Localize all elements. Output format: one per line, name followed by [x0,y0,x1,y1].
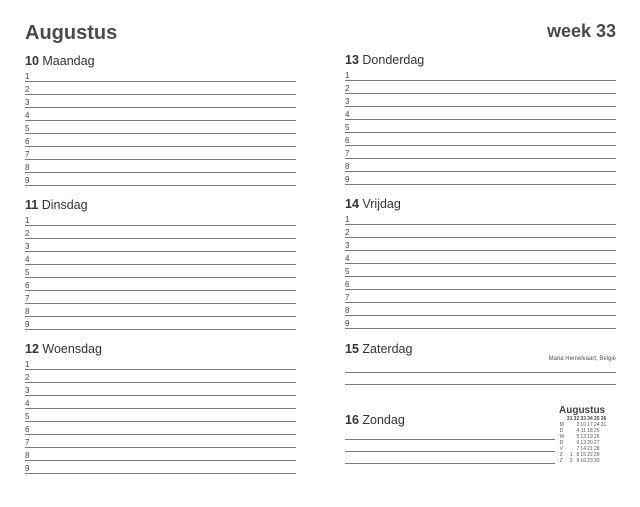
hour-line [25,383,296,396]
hour-number: 1 [25,216,30,225]
hour-number: 2 [25,85,30,94]
hour-number: 1 [345,71,350,80]
hour-line [25,213,296,226]
day-block-monday [25,53,296,186]
hour-line [25,435,296,448]
hour-line [25,252,296,265]
mini-calendar-weekday: D [559,428,564,434]
day-number: 15 [345,342,359,356]
hour-line [345,290,616,303]
hour-line [25,357,296,370]
day-name: Donderdag [362,53,425,67]
mini-calendar-date: 9 [576,458,580,464]
hour-line [25,134,296,147]
hour-line [25,278,296,291]
hour-lines [345,212,616,329]
hour-number: 9 [25,464,30,473]
hour-number: 3 [345,97,350,106]
hour-line [25,317,296,330]
hour-number: 4 [345,254,350,263]
mini-calendar-date: 7 [576,446,580,452]
mini-calendar-date: 2 [569,458,573,464]
day-heading [345,341,616,357]
mini-calendar-date: 16 [580,458,586,464]
mini-calendar-date: 1 [569,452,573,458]
mini-calendar-date: 29 [593,452,600,458]
note-line [345,440,555,452]
hour-number: 7 [345,149,350,158]
mini-calendar-week-number: 36 [600,416,607,422]
hour-number: 4 [25,399,30,408]
hour-number: 5 [25,268,30,277]
hour-line [345,120,616,133]
hour-line [345,172,616,185]
hour-line [345,133,616,146]
hour-lines [25,69,296,186]
day-block-sunday [345,412,555,464]
mini-calendar-date: 25 [593,428,600,434]
hour-number: 4 [345,110,350,119]
mini-calendar-date: 22 [587,452,593,458]
hour-line [345,94,616,107]
mini-calendar-week-number: 33 [580,416,586,422]
hour-line [25,461,296,474]
mini-calendar-date: 20 [587,440,593,446]
hour-number: 6 [25,137,30,146]
day-name: Maandag [42,54,95,68]
day-block-saturday [345,341,616,385]
day-number: 14 [345,197,359,211]
hour-number: 7 [25,438,30,447]
hour-line [25,265,296,278]
hour-line [345,264,616,277]
mini-calendar-date: 5 [576,434,580,440]
hour-lines [25,213,296,330]
hour-number: 9 [25,320,30,329]
hour-number: 5 [345,123,350,132]
mini-calendar-week-number: 32 [573,416,580,422]
hour-number: 3 [25,98,30,107]
hour-number: 2 [345,228,350,237]
day-heading [345,196,616,212]
hour-number: 9 [345,319,350,328]
day-number: 11 [25,198,39,212]
hour-number: 8 [25,307,30,316]
hour-number: 2 [345,84,350,93]
hour-line [345,212,616,225]
mini-calendar-date: 17 [587,422,593,428]
day-number: 13 [345,53,359,67]
note-line [345,373,616,385]
mini-calendar-date: 4 [576,428,580,434]
hour-number: 3 [25,242,30,251]
mini-calendar-week-number: 34 [587,416,593,422]
mini-calendar-date: 23 [587,458,593,464]
day-number: 10 [25,54,39,68]
day-block-thursday [345,52,616,185]
hour-line [25,239,296,252]
hour-line [25,304,296,317]
hour-line [345,81,616,94]
hour-number: 7 [25,294,30,303]
hour-line [345,146,616,159]
mini-calendar-date: 19 [587,434,593,440]
holiday-note: Maria Hemelvaart, België [548,356,616,362]
hour-number: 2 [25,229,30,238]
hour-number: 9 [25,176,30,185]
day-heading [25,53,296,69]
day-heading [25,341,296,357]
day-name: Woensdag [42,342,102,356]
hour-lines [345,68,616,185]
hour-number: 8 [25,451,30,460]
day-name: Zaterdag [362,342,413,356]
hour-line [25,147,296,160]
day-name: Zondag [362,413,405,427]
mini-calendar-date: 26 [593,434,600,440]
hour-number: 1 [345,215,350,224]
mini-calendar-weekday: D [559,440,564,446]
hour-lines [25,357,296,474]
mini-calendar-date: 10 [580,422,586,428]
mini-calendar-date: 6 [576,440,580,446]
mini-calendar-date: 21 [587,446,593,452]
mini-calendar-date: 8 [576,452,580,458]
hour-line [25,409,296,422]
hour-number: 2 [25,373,30,382]
mini-calendar-week-number: 31 [566,416,573,422]
hour-line [345,107,616,120]
mini-calendar-row [559,458,607,464]
mini-calendar-date: 30 [593,458,600,464]
day-heading [345,412,555,428]
hour-line [25,160,296,173]
mini-calendar-weekday: W [559,434,565,440]
hour-number: 4 [25,111,30,120]
hour-line [345,225,616,238]
hour-line [345,316,616,329]
hour-number: 5 [345,267,350,276]
mini-calendar-date: 12 [580,434,586,440]
hour-line [345,303,616,316]
hour-line [25,173,296,186]
note-line [345,428,555,440]
hour-number: 6 [25,425,30,434]
hour-number: 5 [25,412,30,421]
mini-calendar-week-number: 35 [593,416,600,422]
hour-line [25,291,296,304]
hour-line [345,277,616,290]
hour-line [25,95,296,108]
hour-line [25,226,296,239]
hour-number: 6 [25,281,30,290]
mini-calendar-date: 13 [580,440,586,446]
hour-number: 4 [25,255,30,264]
mini-calendar-date: 27 [593,440,600,446]
mini-calendar-date: 28 [593,446,600,452]
mini-calendar-weekday: Z [559,452,563,458]
hour-number: 3 [25,386,30,395]
hour-number: 7 [25,150,30,159]
hour-number: 1 [25,72,30,81]
hour-number: 6 [345,136,350,145]
mini-calendar-date [600,458,607,464]
hour-line [25,69,296,82]
hour-number: 7 [345,293,350,302]
note-line [345,361,616,373]
hour-line [25,370,296,383]
mini-calendar-date: 24 [593,422,600,428]
hour-line [345,251,616,264]
day-block-friday [345,196,616,329]
hour-line [25,396,296,409]
hour-number: 9 [345,175,350,184]
hour-line [25,121,296,134]
hour-line [25,422,296,435]
day-number: 16 [345,413,359,427]
mini-calendar [559,405,619,464]
mini-calendar-weekday: M [559,422,564,428]
week-number: week 33 [546,21,616,41]
hour-line [25,108,296,121]
hour-number: 3 [345,241,350,250]
day-heading [25,197,296,213]
mini-calendar-weekday: V [559,446,563,452]
mini-calendar-date: 11 [580,428,586,434]
hour-line [345,238,616,251]
mini-calendar-weekday: Z [559,458,563,464]
mini-calendar-table [559,416,607,464]
mini-calendar-date: 14 [580,446,586,452]
hour-line [345,159,616,172]
day-block-wednesday [25,341,296,474]
mini-calendar-title: Augustus [559,405,606,416]
hour-number: 5 [25,124,30,133]
mini-calendar-date: 31 [600,422,607,428]
hour-line [25,448,296,461]
mini-calendar-date: 15 [580,452,586,458]
mini-calendar-date: 18 [587,428,593,434]
hour-number: 6 [345,280,350,289]
hour-line [25,82,296,95]
note-line [345,452,555,464]
mini-calendar-date: 3 [576,422,580,428]
hour-number: 8 [345,306,350,315]
day-number: 12 [25,342,39,356]
month-title: Augustus [25,22,118,44]
hour-line [345,68,616,81]
hour-number: 8 [25,163,30,172]
day-heading [345,52,616,68]
day-name: Vrijdag [362,197,401,211]
hour-number: 8 [345,162,350,171]
day-block-tuesday [25,197,296,330]
day-name: Dinsdag [41,198,88,212]
hour-number: 1 [25,360,30,369]
